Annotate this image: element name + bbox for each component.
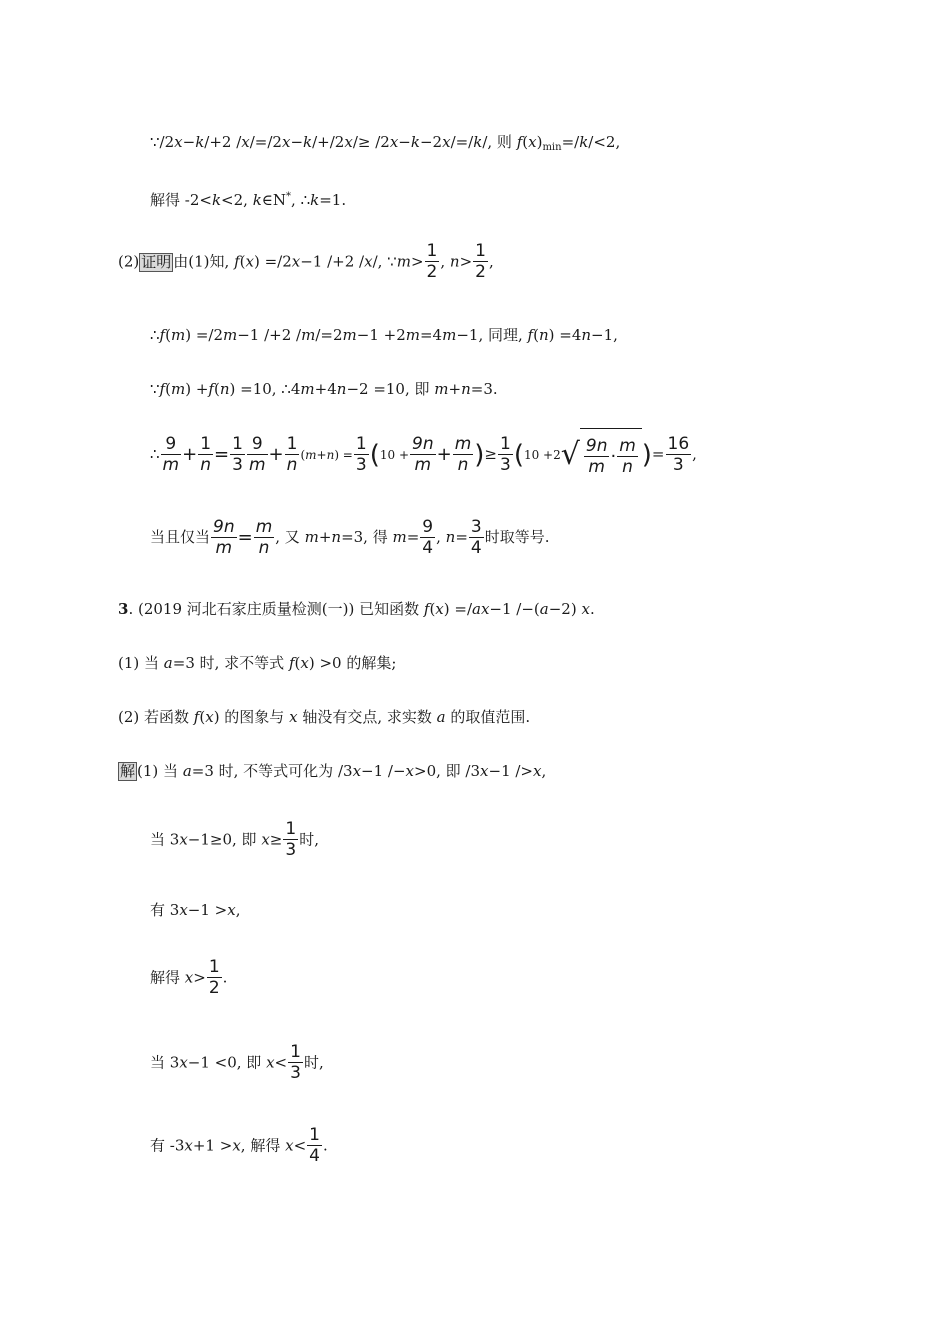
var: k — [303, 133, 313, 151]
text: (1) 当 — [118, 654, 164, 672]
denominator: 2 — [426, 262, 438, 282]
text: /, 则 — [482, 133, 517, 151]
var: x — [480, 762, 489, 780]
text: /+2 / — [204, 133, 242, 151]
operator: + — [182, 444, 198, 465]
numerator: 1 — [499, 433, 511, 454]
text: −1 /+2 / — [300, 252, 365, 271]
var: x — [245, 252, 254, 271]
text: =3. — [470, 380, 498, 398]
line-6 — [150, 428, 697, 482]
var: x — [405, 762, 415, 780]
var: n — [326, 448, 335, 462]
denominator: m — [162, 454, 180, 475]
fraction — [285, 435, 300, 476]
denominator: 3 — [355, 454, 367, 475]
operator: = — [214, 444, 230, 465]
text: 有 3 — [150, 901, 180, 919]
var: k — [473, 133, 483, 151]
text: , — [440, 252, 450, 271]
text: =/ — [561, 133, 580, 151]
text: , 又 — [275, 528, 305, 546]
var: x — [241, 133, 250, 151]
var: f — [516, 133, 523, 151]
text: + — [448, 380, 462, 398]
numerator: 1 — [208, 957, 220, 977]
var: x — [289, 708, 298, 726]
var: k — [211, 191, 222, 209]
solution-tag: 解 — [120, 762, 136, 780]
var: f — [527, 326, 534, 344]
text: ∵/2 — [150, 133, 175, 151]
line-12 — [150, 820, 319, 861]
text: + — [318, 528, 332, 546]
right-paren: ) — [474, 440, 485, 470]
fraction — [666, 435, 692, 476]
fraction — [207, 958, 222, 999]
text: 的取值范围. — [445, 708, 531, 726]
operator: · — [610, 446, 617, 467]
var: f — [159, 380, 166, 398]
text: ) =4 — [548, 326, 582, 344]
var: f — [208, 380, 214, 398]
var: x — [285, 1136, 294, 1155]
text: 当 3 — [150, 1053, 180, 1072]
operator: + — [436, 444, 452, 465]
text: . — [589, 600, 595, 618]
var: f — [288, 654, 295, 672]
numerator: 1 — [232, 433, 243, 454]
text: ∈N — [261, 191, 287, 209]
text: ) =10, ∴4 — [229, 380, 301, 398]
text: −1 +2 — [356, 326, 406, 344]
text: . — [322, 1136, 328, 1155]
question-number: 3 — [118, 600, 129, 618]
denominator: 4 — [470, 537, 482, 558]
fraction — [230, 435, 245, 476]
line-3 — [118, 242, 494, 283]
text: . — [222, 968, 228, 987]
var: x — [179, 830, 188, 849]
denominator: n — [622, 456, 633, 477]
text: , — [541, 762, 547, 780]
fraction — [283, 820, 298, 861]
text: 10 + — [379, 448, 409, 462]
numerator: m — [619, 435, 636, 456]
var: a — [539, 600, 549, 618]
text: . (2019 河北石家庄质量检测(一)) 已知函数 — [128, 600, 424, 618]
superscript: * — [286, 191, 292, 202]
var: x — [291, 252, 301, 271]
denominator: 4 — [422, 537, 434, 558]
var: x — [300, 654, 309, 672]
var: x — [435, 600, 444, 618]
text: < — [274, 1053, 288, 1072]
var: m — [392, 528, 407, 546]
text: ) =/2 — [253, 252, 292, 271]
var: a — [163, 654, 173, 672]
numerator: 1 — [355, 433, 367, 454]
text: − — [182, 133, 196, 151]
var: a — [182, 762, 192, 780]
var: m — [305, 448, 317, 462]
var: x — [205, 708, 214, 726]
fraction — [354, 435, 369, 476]
numerator: m — [255, 516, 273, 537]
text: (1) 当 — [137, 762, 183, 780]
fraction — [584, 437, 610, 478]
var: x — [184, 968, 194, 987]
var: m — [301, 326, 316, 344]
var: n — [336, 380, 347, 398]
var: m — [396, 252, 411, 271]
text: /<2, — [588, 133, 621, 151]
text: ∴ — [150, 445, 160, 463]
fraction — [453, 435, 474, 476]
var: k — [579, 133, 589, 151]
var: f — [159, 326, 166, 344]
var: x — [281, 133, 291, 151]
numerator: 3 — [470, 516, 482, 537]
text: 解得 -2< — [150, 191, 212, 209]
var: x — [442, 133, 451, 151]
text: 时, — [303, 1053, 324, 1072]
fraction — [425, 242, 440, 283]
text: +4 — [314, 380, 337, 398]
text: −1 /− — [361, 762, 406, 780]
text: (2) 若函数 — [118, 708, 194, 726]
var: x — [364, 252, 373, 271]
line-13 — [150, 899, 240, 921]
line-8 — [118, 598, 595, 620]
numerator: 1 — [426, 241, 438, 261]
denominator: 3 — [672, 454, 684, 475]
text: 轴没有交点, 求实数 — [297, 708, 437, 726]
text: ≥ — [269, 830, 283, 849]
var: n — [538, 326, 549, 344]
var: x — [389, 133, 399, 151]
var: m — [405, 326, 420, 344]
text: 解得 — [150, 968, 185, 987]
denominator: 4 — [309, 1146, 320, 1166]
var: m — [223, 326, 238, 344]
var: n — [449, 252, 460, 271]
text: ) =/ — [443, 600, 473, 618]
numerator: 1 — [200, 433, 212, 454]
text: /=2 — [315, 326, 343, 344]
var: x — [179, 1053, 188, 1072]
var: k — [310, 191, 320, 209]
text: ( — [199, 708, 206, 726]
text: , — [488, 252, 494, 271]
text: > — [459, 252, 473, 271]
fraction — [307, 1126, 322, 1167]
var: k — [252, 191, 262, 209]
text: = — [651, 445, 665, 463]
var: f — [193, 708, 200, 726]
text: , 解得 — [240, 1136, 286, 1155]
fraction — [288, 1043, 303, 1084]
numerator: 9 — [161, 435, 182, 455]
text: ( — [533, 326, 539, 344]
numerator: 9 — [422, 516, 434, 537]
text: =4 — [419, 326, 443, 344]
text: =1. — [319, 191, 347, 209]
fraction — [198, 435, 213, 476]
numerator: 1 — [475, 241, 486, 261]
text: >0, 即 /3 — [414, 762, 481, 780]
var: x — [174, 133, 183, 151]
subscript: min — [542, 142, 562, 153]
text: −1 <0, 即 — [187, 1053, 267, 1072]
numerator: 16 — [667, 433, 690, 454]
var: m — [342, 326, 357, 344]
text: ( — [522, 133, 529, 151]
numerator: m — [454, 433, 472, 454]
text: ) 的图象与 — [213, 708, 290, 726]
text: > — [193, 968, 206, 987]
text: 10 +2 — [523, 448, 561, 462]
line-4 — [150, 324, 618, 346]
var: n — [219, 380, 230, 398]
text: ( — [239, 252, 246, 271]
text: ( — [300, 448, 306, 462]
var: x — [179, 901, 188, 919]
var: n — [461, 380, 471, 398]
text: /=/ — [450, 133, 474, 151]
var: m — [170, 326, 186, 344]
line-15 — [150, 1043, 324, 1084]
denominator: m — [215, 537, 233, 558]
var: n — [581, 326, 592, 344]
text: ) >0 的解集; — [308, 654, 397, 672]
numerator: 1 — [285, 819, 297, 839]
text: ( — [213, 380, 220, 398]
radical-sign: √ — [560, 437, 580, 472]
text: /≥ /2 — [352, 133, 390, 151]
denominator: n — [258, 537, 270, 558]
var: f — [423, 600, 430, 618]
var: x — [581, 600, 590, 618]
line-10 — [118, 706, 530, 728]
numerator: 1 — [286, 433, 298, 454]
text: ) + — [185, 380, 209, 398]
text: 时, — [299, 830, 319, 849]
fraction — [473, 242, 488, 283]
var: x — [344, 133, 353, 151]
denominator: 3 — [232, 454, 243, 475]
numerator: 1 — [290, 1042, 301, 1062]
var: ax — [472, 600, 490, 618]
text: −1 > — [187, 901, 228, 919]
line-14 — [150, 958, 227, 999]
text: ( — [294, 654, 301, 672]
denominator: n — [457, 454, 469, 475]
var: n — [445, 528, 456, 546]
text: , ∴ — [291, 191, 311, 209]
proof-tag: 证明 — [141, 252, 172, 271]
text: =3, 得 — [341, 528, 393, 546]
text: ) — [536, 133, 543, 151]
numerator: 1 — [309, 1125, 320, 1145]
fraction — [161, 435, 182, 476]
var: m — [300, 380, 315, 398]
denominator: 3 — [290, 1063, 301, 1083]
var: f — [234, 252, 240, 271]
var: x — [352, 762, 362, 780]
line-5 — [150, 378, 498, 400]
numerator: 9n — [585, 435, 608, 456]
text: = — [455, 528, 468, 546]
fraction — [498, 435, 513, 476]
operator: = — [237, 527, 253, 548]
radicand — [580, 428, 642, 482]
text: 当 3 — [150, 830, 180, 849]
text: −1, 同理, — [456, 326, 528, 344]
right-paren: ) — [641, 440, 652, 470]
text: , — [235, 901, 241, 919]
var: m — [442, 326, 457, 344]
denominator: m — [414, 454, 432, 475]
text: −2 — [419, 133, 443, 151]
text: /+/2 — [312, 133, 345, 151]
left-paren: ( — [369, 440, 380, 470]
text: ) =/2 — [185, 326, 223, 344]
text: =3 时, 求不等式 — [172, 654, 289, 672]
numerator: 9n — [213, 516, 235, 537]
var: x — [227, 901, 236, 919]
text: −1 /> — [488, 762, 534, 780]
var: n — [331, 528, 342, 546]
text: ( — [165, 380, 171, 398]
fraction — [211, 518, 237, 559]
text: −2) — [548, 600, 582, 618]
text: = — [406, 528, 420, 546]
line-7 — [150, 514, 550, 561]
numerator: 9 — [247, 435, 268, 455]
text: −1 /−( — [489, 600, 540, 618]
denominator: m — [588, 456, 605, 477]
fraction — [410, 435, 436, 476]
line-9 — [118, 652, 396, 674]
text: 有 -3 — [150, 1136, 185, 1155]
text: > — [410, 252, 424, 271]
text: /, ∵ — [372, 252, 397, 271]
var: a — [436, 708, 446, 726]
line-1 — [150, 131, 620, 159]
var: x — [184, 1136, 193, 1155]
fraction — [254, 518, 275, 559]
text: −2 =10, 即 — [346, 380, 435, 398]
left-paren: ( — [513, 440, 524, 470]
text: (2) — [118, 252, 140, 271]
text: , — [692, 445, 697, 463]
fraction — [247, 435, 268, 476]
var: m — [170, 380, 186, 398]
text: <2, — [221, 191, 253, 209]
denominator: 3 — [285, 840, 297, 860]
operator: + — [268, 444, 284, 465]
var: x — [528, 133, 537, 151]
text: −1≥0, 即 — [187, 830, 262, 849]
text: /=/2 — [249, 133, 282, 151]
denominator: m — [248, 454, 266, 475]
fraction — [617, 437, 638, 478]
text: ( — [429, 600, 436, 618]
text: − — [290, 133, 304, 151]
text: 时取等号. — [484, 528, 550, 546]
var: x — [266, 1053, 275, 1072]
var: k — [410, 133, 420, 151]
denominator: 3 — [499, 454, 511, 475]
var: x — [533, 762, 542, 780]
text: , — [436, 528, 446, 546]
text: ) = — [334, 448, 353, 462]
var: m — [434, 380, 449, 398]
var: m — [304, 528, 319, 546]
text: −1, — [591, 326, 618, 344]
line-11 — [118, 760, 546, 782]
text: ≥ — [484, 445, 497, 463]
text: 由(1)知, — [173, 252, 235, 271]
line-16 — [150, 1126, 328, 1167]
denominator: 2 — [475, 262, 486, 282]
denominator: n — [200, 454, 211, 475]
denominator: 2 — [208, 978, 220, 998]
var: x — [261, 830, 270, 849]
text: + — [316, 448, 327, 462]
text: < — [293, 1136, 307, 1155]
text: −1 /+2 / — [237, 326, 302, 344]
denominator: n — [286, 454, 298, 475]
text: ( — [165, 326, 171, 344]
var: k — [195, 133, 205, 151]
text: ∵ — [150, 380, 160, 398]
fraction — [420, 518, 435, 559]
var: x — [232, 1136, 241, 1155]
text: − — [398, 133, 411, 151]
text: +1 > — [192, 1136, 233, 1155]
text: ∴ — [150, 326, 160, 344]
text: 当且仅当 — [150, 528, 211, 546]
line-2 — [150, 186, 346, 211]
fraction — [469, 518, 484, 559]
numerator: 9n — [412, 433, 434, 454]
text: =3 时, 不等式可化为 /3 — [191, 762, 353, 780]
